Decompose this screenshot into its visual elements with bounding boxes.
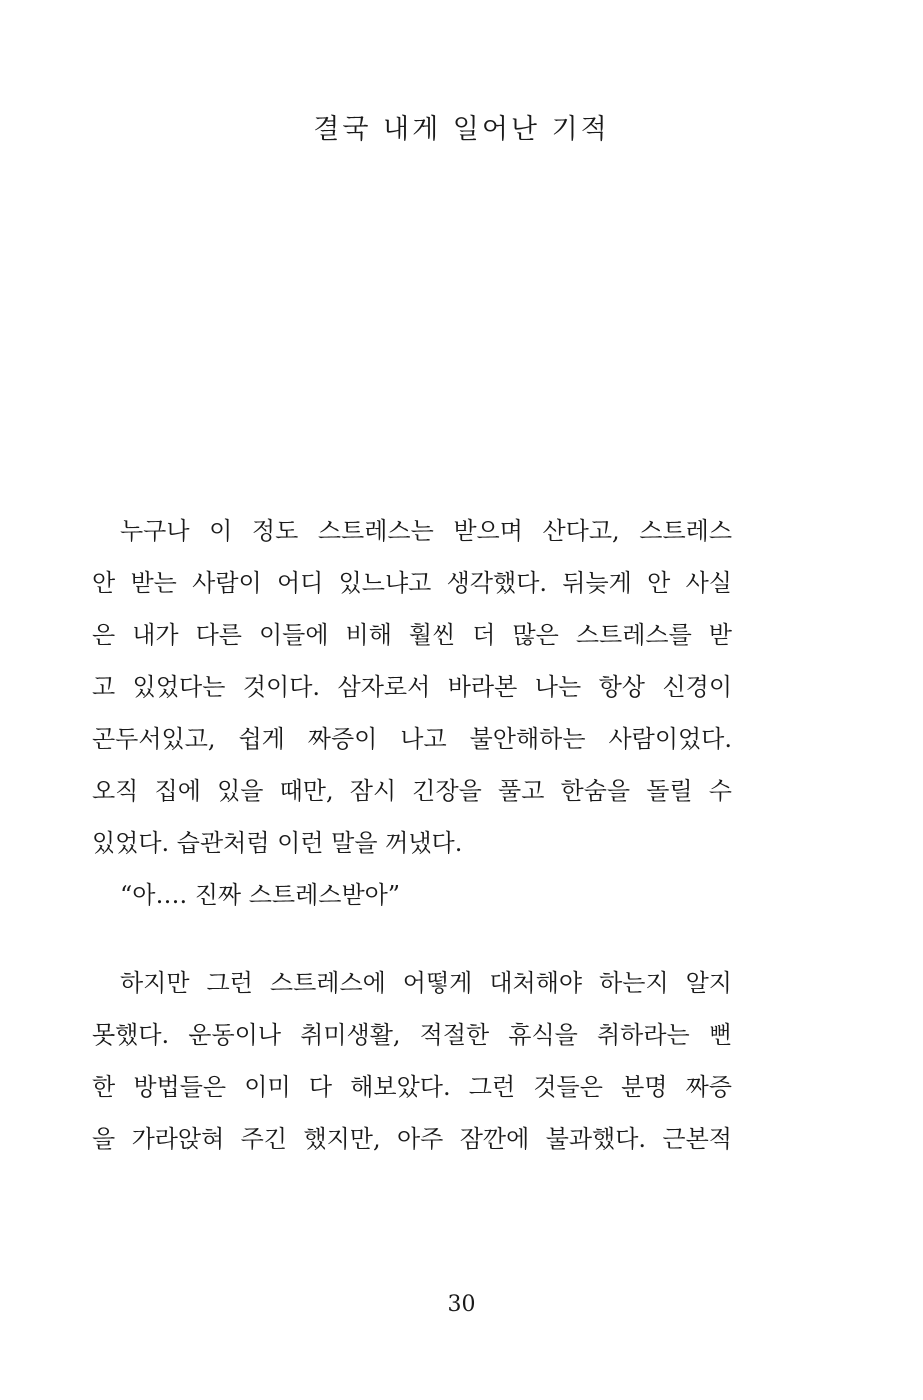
text-line: 안 받는 사람이 어디 있느냐고 생각했다. 뒤늦게 안 사실	[92, 569, 732, 597]
text-line: 곤두서있고, 쉽게 짜증이 나고 불안해하는 사람이었다.	[92, 725, 732, 753]
text-line: 못했다. 운동이나 취미생활, 적절한 휴식을 취하라는 뻔	[92, 1021, 732, 1049]
dialogue-line: “아…. 진짜 스트레스받아”	[120, 881, 401, 909]
chapter-title: 결국 내게 일어난 기적	[313, 114, 610, 145]
text-line: 한 방법들은 이미 다 해보았다. 그런 것들은 분명 짜증	[92, 1073, 732, 1101]
text-line: 누구나 이 정도 스트레스는 받으며 산다고, 스트레스	[120, 517, 732, 545]
text-line: 있었다. 습관처럼 이런 말을 꺼냈다.	[92, 829, 463, 857]
paragraph-2	[92, 957, 732, 1165]
text-line: 을 가라앉혀 주긴 했지만, 아주 잠깐에 불과했다. 근본적	[92, 1125, 732, 1153]
text-line: 하지만 그런 스트레스에 어떻게 대처해야 하는지 알지	[120, 969, 732, 997]
page-number: 30	[447, 1292, 476, 1317]
paragraph-1	[92, 505, 732, 921]
text-line: 은 내가 다른 이들에 비해 훨씬 더 많은 스트레스를 받	[92, 621, 732, 649]
text-line: 오직 집에 있을 때만, 잠시 긴장을 풀고 한숨을 돌릴 수	[92, 777, 732, 805]
text-line: 고 있었다는 것이다. 삼자로서 바라본 나는 항상 신경이	[92, 673, 732, 701]
